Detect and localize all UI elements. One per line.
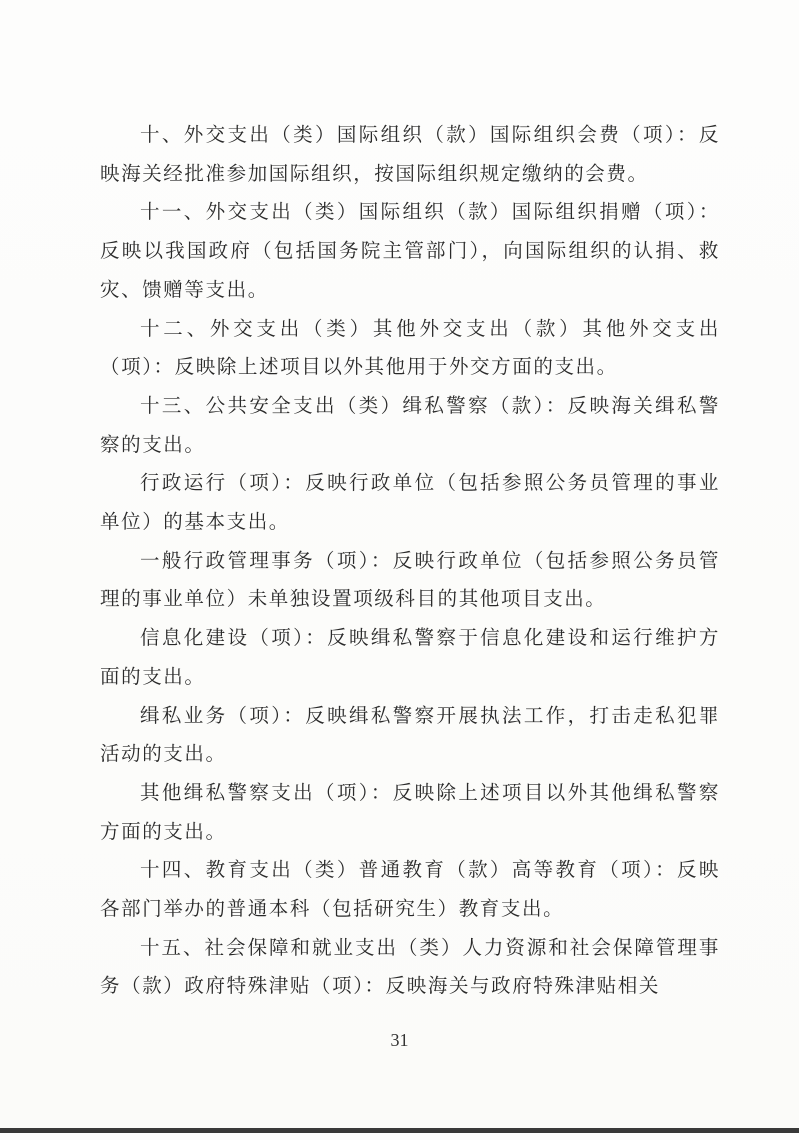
paragraph-admin-operation: 行政运行（项）：反映行政单位（包括参照公务员管理的事业单位）的基本支出。	[100, 471, 720, 534]
body-text	[100, 116, 720, 1006]
paragraph-15: 十五、社会保障和就业支出（类）人力资源和社会保障管理事务（款）政府特殊津贴（项）：反映海关与政府特殊津贴相关	[100, 935, 720, 998]
paragraph-14: 十四、教育支出（类）普通教育（款）高等教育（项）：反映各部门举办的普通本科（包括研究生）教育支出。	[100, 858, 720, 921]
paragraph-general-admin: 一般行政管理事务（项）：反映行政单位（包括参照公务员管理的事业单位）未单独设置项级科目的其他项目支出。	[100, 548, 720, 611]
page-bottom-edge	[0, 1128, 799, 1133]
page-number: 31	[390, 1030, 409, 1050]
paragraph-10: 十、外交支出（类）国际组织（款）国际组织会费（项）：反映海关经批准参加国际组织，按国际组织规定缴纳的会费。	[100, 123, 720, 185]
paragraph-12: 十二、外交支出（类）其他外交支出（款）其他外交支出（项）：反映除上述项目以外其他用于外交方面的支出。	[100, 316, 720, 379]
paragraph-informatization: 信息化建设（项）：反映缉私警察于信息化建设和运行维护方面的支出。	[100, 626, 720, 688]
paragraph-other-police: 其他缉私警察支出（项）：反映除上述项目以外其他缉私警察方面的支出。	[100, 780, 720, 843]
paragraph-11: 十一、外交支出（类）国际组织（款）国际组织捐赠（项）：反映以我国政府（包括国务院主管部门），向国际组织的认捐、救灾、馈赠等支出。	[100, 200, 720, 301]
paragraph-13: 十三、公共安全支出（类）缉私警察（款）：反映海关缉私警察的支出。	[100, 393, 720, 456]
paragraph-anti-smuggling: 缉私业务（项）：反映缉私警察开展执法工作，打击走私犯罪活动的支出。	[100, 703, 720, 766]
